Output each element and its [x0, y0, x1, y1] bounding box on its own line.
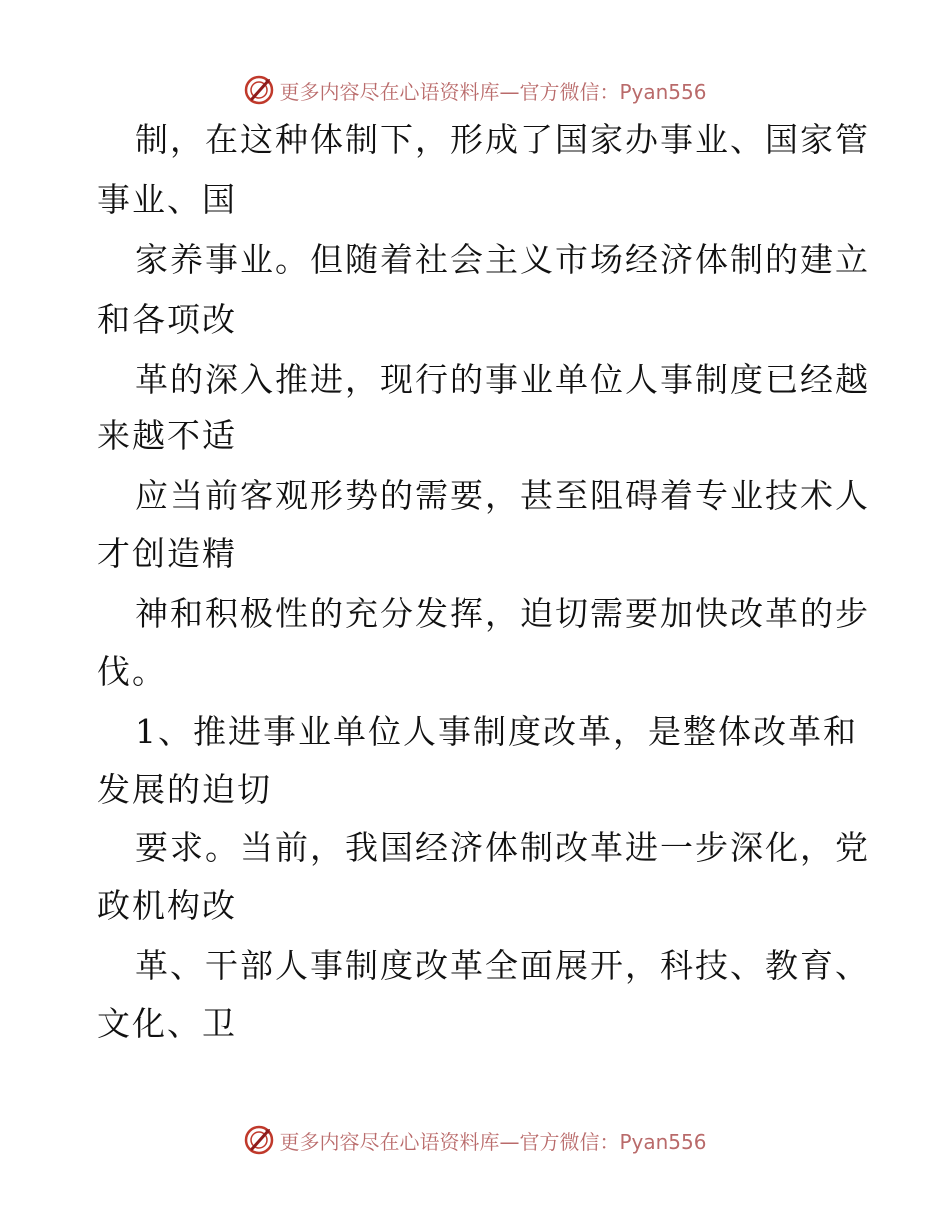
- text-line: 神和积极性的充分发挥，迫切需要加快改革的步: [135, 594, 870, 633]
- banner-text: 更多内容尽在心语资料库—官方微信：Pyan556: [279, 79, 707, 104]
- text-line: 革的深入推进，现行的事业单位人事制度已经越: [135, 360, 870, 399]
- quill-seal-icon: [243, 74, 275, 106]
- text-line: 1、推进事业单位人事制度改革，是整体改革和: [135, 712, 858, 751]
- banner-text: 更多内容尽在心语资料库—官方微信：Pyan556: [279, 1129, 707, 1154]
- text-line: 才创造精: [97, 534, 237, 573]
- text-line: 事业、国: [97, 180, 237, 219]
- footer-banner: [0, 1120, 950, 1160]
- text-line: 应当前客观形势的需要，甚至阻碍着专业技术人: [135, 476, 870, 515]
- header-banner: [0, 70, 950, 110]
- text-line: 来越不适: [97, 416, 237, 455]
- text-line: 家养事业。但随着社会主义市场经济体制的建立: [135, 240, 870, 279]
- quill-seal-icon: [243, 1124, 275, 1156]
- text-line: 政机构改: [97, 886, 237, 925]
- text-line: 发展的迫切: [97, 770, 272, 809]
- text-line: 制，在这种体制下，形成了国家办事业、国家管: [135, 120, 870, 159]
- text-line: 和各项改: [97, 300, 237, 339]
- text-line: 伐。: [97, 652, 167, 691]
- text-line: 革、干部人事制度改革全面展开，科技、教育、: [135, 946, 870, 985]
- text-line: 文化、卫: [97, 1004, 237, 1043]
- text-line: 要求。当前，我国经济体制改革进一步深化，党: [135, 828, 870, 867]
